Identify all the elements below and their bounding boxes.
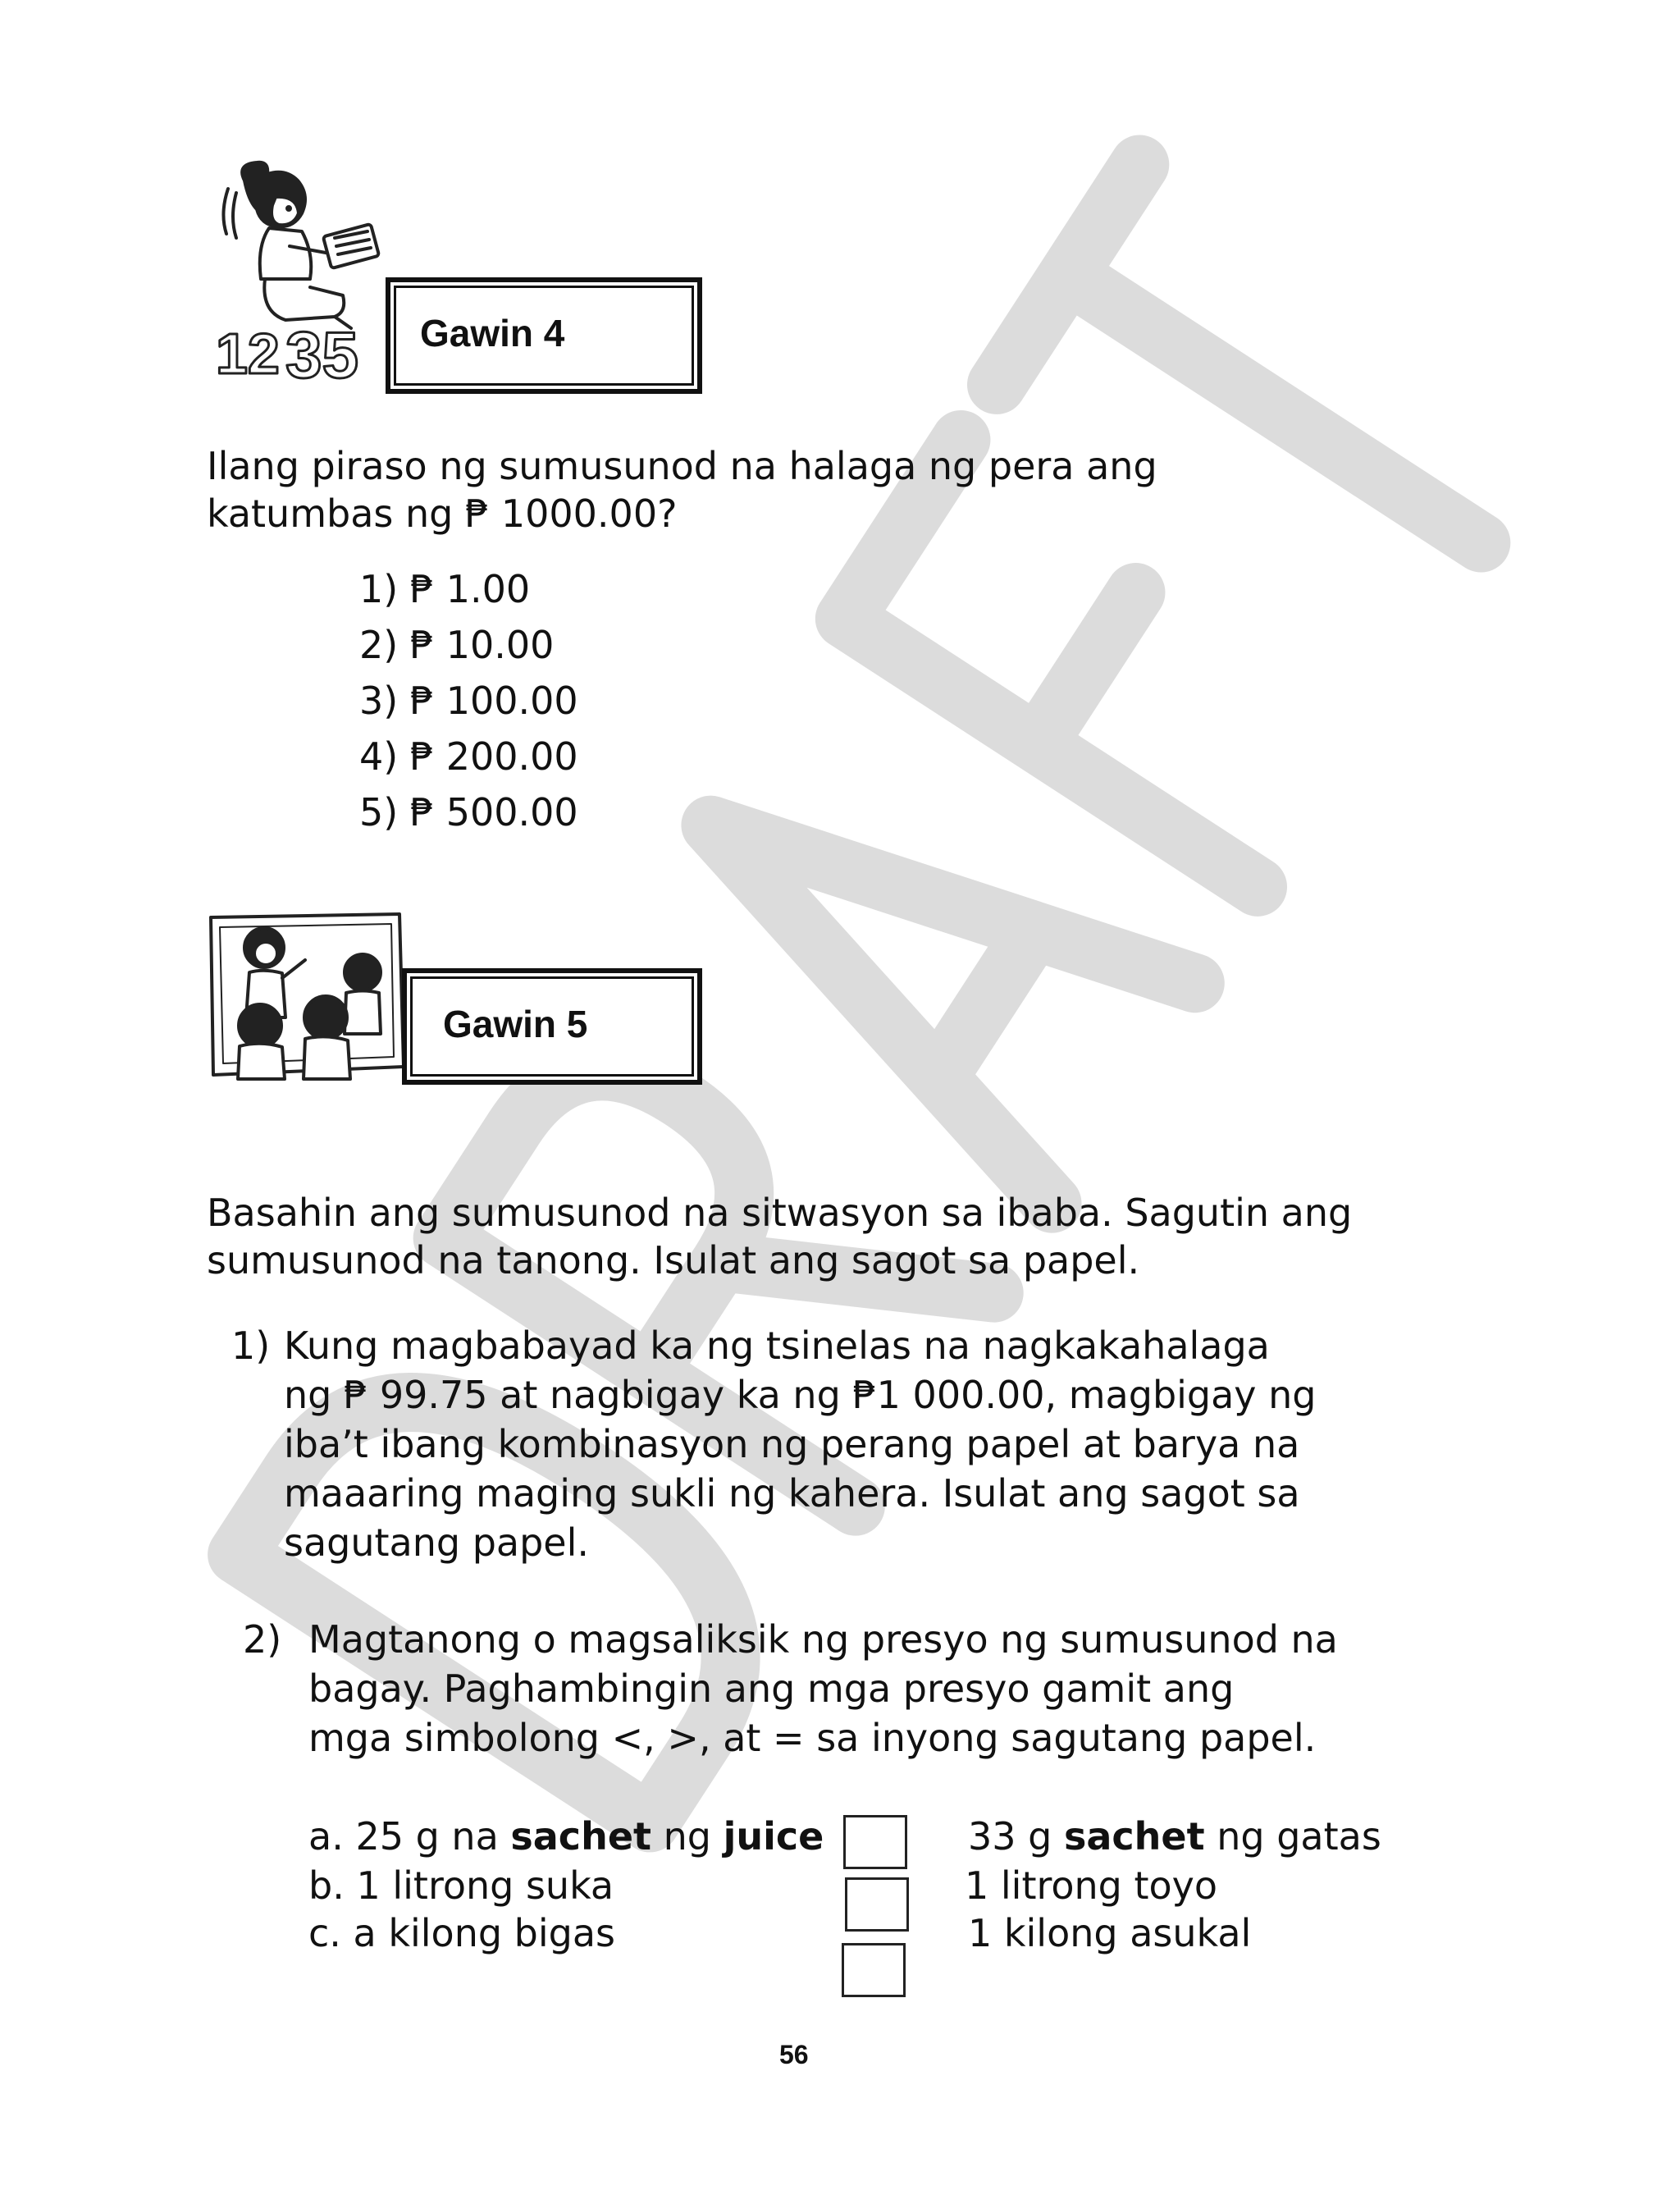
comparison-b-answer-box[interactable] xyxy=(845,1877,909,1932)
comparison-b-left: b. 1 litrong suka xyxy=(308,1863,614,1908)
comparison-c-answer-box[interactable] xyxy=(842,1943,906,1997)
comparison-c-right: 1 kilong asukal xyxy=(968,1911,1252,1955)
list-item: 4) ₱ 200.00 xyxy=(359,734,578,779)
gawin5-heading: Gawin 5 xyxy=(443,1003,588,1045)
list-item: 2) ₱ 10.00 xyxy=(359,623,555,667)
children-board-illustration xyxy=(207,911,408,1087)
svg-text:12: 12 xyxy=(216,322,280,386)
q1-text: Kung magbabayad ka ng tsinelas na nagkakahalaga ng ₱ 99.75 at nagbigay ka ng ₱1 000.00, magbigay ng iba’t ibang kombinasyon ng perang papel at barya na maaaring maging sukli ng kahera. Isulat ang sagot sa sagutang papel. xyxy=(284,1324,1317,1565)
list-item: 3) ₱ 100.00 xyxy=(359,679,578,723)
q2-text: Magtanong o magsaliksik ng presyo ng sumusunod na bagay. Paghambingin ang mga presyo gamit ang mga simbolong <, >, at = sa inyong sagutang papel. xyxy=(308,1617,1338,1760)
comparison-c-left: c. a kilong bigas xyxy=(308,1911,616,1955)
gawin4-heading-box xyxy=(386,277,702,394)
gawin4-question-line2: katumbas ng ₱ 1000.00? xyxy=(207,491,678,536)
gawin4-question-line1: Ilang piraso ng sumusunod na halaga ng pera ang xyxy=(207,444,1157,488)
list-item: 5) ₱ 500.00 xyxy=(359,790,578,834)
gawin5-intro-line2: sumusunod na tanong. Isulat ang sagot sa papel. xyxy=(207,1238,1140,1282)
gawin5-heading-box xyxy=(402,968,702,1085)
svg-text:35: 35 xyxy=(285,318,358,386)
comparison-b-right: 1 litrong toyo xyxy=(965,1863,1218,1908)
comparison-a-left: a. 25 g na sachet ng juice xyxy=(308,1814,824,1859)
girl-calculator-illustration xyxy=(212,156,392,386)
comparison-a-right: 33 g sachet ng gatas xyxy=(968,1814,1381,1859)
gawin4-heading: Gawin 4 xyxy=(420,312,565,354)
comparison-a-answer-box[interactable] xyxy=(843,1815,907,1869)
list-item: 1) ₱ 1.00 xyxy=(359,567,531,611)
q1-number: 1) xyxy=(231,1324,271,1368)
gawin4-list xyxy=(359,565,578,837)
q2-number: 2) xyxy=(243,1617,282,1662)
page-number: 56 xyxy=(779,2040,809,2069)
gawin5-intro-line1: Basahin ang sumusunod na sitwasyon sa ibaba. Sagutin ang xyxy=(207,1191,1353,1235)
